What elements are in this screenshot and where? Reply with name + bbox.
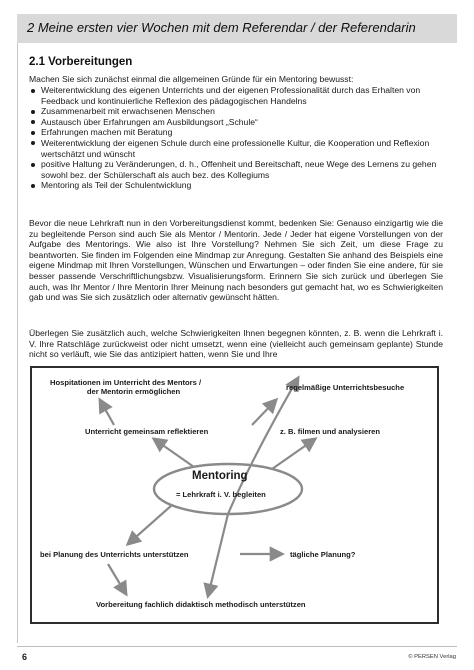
arrow-to-planung <box>128 505 172 544</box>
node-taegliche-planung: tägliche Planung? <box>290 550 356 559</box>
list-item: Weiterentwicklung des eigenen Unterrichts und der eigenen Professionalität durch das Erhalten von Feedback und kontinuierliche Reflexion des pädagogischen Handelns <box>29 85 443 106</box>
arrow-to-unterrichtsbesuche <box>252 400 276 425</box>
page-number: 6 <box>22 652 28 662</box>
list-item: Erfahrungen machen mit Beratung <box>29 127 443 138</box>
paragraph-difficulties: Überlegen Sie zusätzlich auch, welche Schwierigkeiten Ihnen begegnen könnten, z. B. wenn die Lehrkraft i. V. Ihre Ratschläge zurückweist oder nicht umsetzt, wenn eine (vielleicht auch gemeinsam geplante) Stunde nicht so verläuft, wie Sie das antizipiert hatten, wenn Sie und Ihre <box>29 328 443 360</box>
mentoring-mindmap <box>30 366 439 624</box>
arrow-to-hospitation <box>100 400 114 425</box>
list-item: Mentoring als Teil der Schulentwicklung <box>29 180 443 191</box>
node-hospitation-line1: Hospitationen im Unterricht des Mentors / <box>50 378 202 387</box>
list-item: Weiterentwicklung der eigenen Schule durch eine professionelle Kultur, die Kooperation und Reflexion wertschätzt und wünscht <box>29 138 443 159</box>
arrow-long-lower <box>208 514 228 596</box>
node-unterrichtsbesuche: regelmäßige Unterrichtsbesuche <box>286 383 405 392</box>
node-filmen: z. B. filmen und analysieren <box>280 427 381 436</box>
node-hospitation <box>50 378 201 396</box>
list-item: Austausch über Erfahrungen am Ausbildungsort „Schule“ <box>29 117 443 128</box>
page-header-title: 2 Meine ersten vier Wochen mit dem Referendar / der Referendarin <box>27 20 416 35</box>
intro-text: Machen Sie sich zunächst einmal die allgemeinen Gründe für ein Mentoring bewusst: <box>29 74 354 84</box>
node-planung: bei Planung des Unterrichts unterstützen <box>40 550 189 559</box>
footer-rule <box>17 646 457 647</box>
publisher-credit: © PERSEN Verlag <box>408 654 456 660</box>
reasons-list <box>29 85 443 191</box>
node-hospitation-line2: der Mentorin ermöglichen <box>86 387 181 396</box>
center-subtitle: = Lehrkraft i. V. begleiten <box>176 490 266 499</box>
arrow-to-filmen <box>272 439 315 469</box>
center-title: Mentoring <box>192 470 248 482</box>
list-item: Zusammenarbeit mit erwachsenen Menschen <box>29 106 443 117</box>
left-margin-rule <box>17 43 18 643</box>
arrow-to-vorbereitung <box>108 564 126 594</box>
section-heading: 2.1 Vorbereitungen <box>29 56 133 68</box>
node-vorbereitung: Vorbereitung fachlich didaktisch methodisch unterstützen <box>96 600 306 609</box>
list-item: positive Haltung zu Veränderungen, d. h., Offenheit und Bereitschaft, neue Wege des Lernens zu gehen sowohl bez. der Schülerschaft als auch bez. des Kollegiums <box>29 159 443 180</box>
node-reflektieren: Unterricht gemeinsam reflektieren <box>85 427 209 436</box>
paragraph-preparation: Bevor die neue Lehrkraft nun in den Vorbereitungsdienst kommt, bedenken Sie: Genauso einzigartig wie die zu begleitende Person sind auch Sie als Mentor / Mentorin. Jede / Jeder hat eigene Vorstellungen von der Aufgabe des Mentorings. Wie also ist Ihre Vorstellung? Nehmen Sie sich Zeit, um diese Frage zu beantworten. Sie finden im Folgenden eine Mindmap zur Anregung. Gestalten Sie anhand des Beispiels eine eigene Mindmap mit Ihren Vorstellungen, Wünschen und Erwartungen – oder finden Sie eine andere, für sie besser passende Verschriftlichungsbzw. Visualisierungsform. Erinnern Sie sich zurück und überlegen Sie auch, was Ihr Mentor / Ihre Mentorin Ihrer Meinung nach besonders gut gemacht hat, wo es Schwierigkeiten gab und was Sie sich zusätzlich oder alternativ gewünscht hätten. <box>29 218 443 303</box>
arrow-to-reflektieren <box>154 439 194 467</box>
